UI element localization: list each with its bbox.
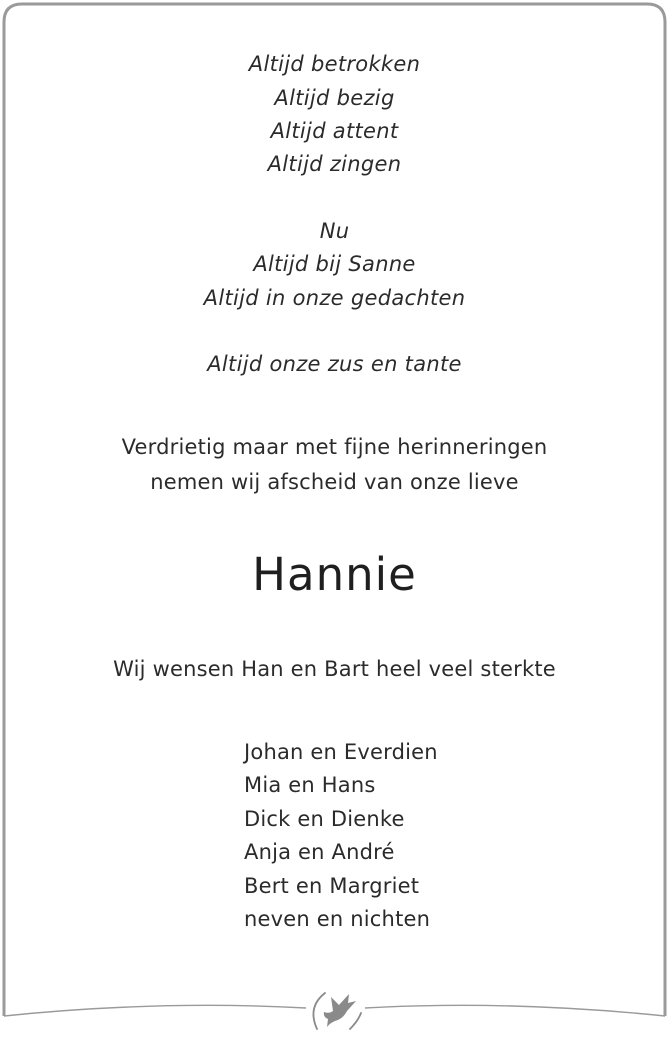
poem-line: Altijd betrokken [248,52,421,76]
bottom-curve-left [4,1005,306,1016]
dove-icon [303,985,367,1039]
family-member: Johan en Everdien [244,740,438,764]
deceased-name: Hannie [252,548,417,601]
family-member: Dick en Dienke [244,807,405,831]
family-member: Mia en Hans [244,773,376,797]
poem-line: Altijd bezig [274,86,395,110]
family-member: neven en nichten [244,907,431,931]
wish-line: Wij wensen Han en Bart heel veel sterkte [113,657,556,681]
poem-line: Nu [319,219,350,243]
family-member: Anja en André [244,840,395,864]
poem-line: Altijd bij Sanne [253,252,416,276]
intro-line: nemen wij afscheid van onze lieve [150,470,519,494]
poem-line: Altijd attent [270,119,399,143]
poem-line: Altijd in onze gedachten [203,286,466,310]
intro-line: Verdrietig maar met fijne herinneringen [121,435,548,459]
family-member: Bert en Margriet [244,874,420,898]
bottom-curve-right [365,1005,665,1016]
poem-line: Altijd onze zus en tante [207,352,462,376]
poem-line: Altijd zingen [267,152,402,176]
